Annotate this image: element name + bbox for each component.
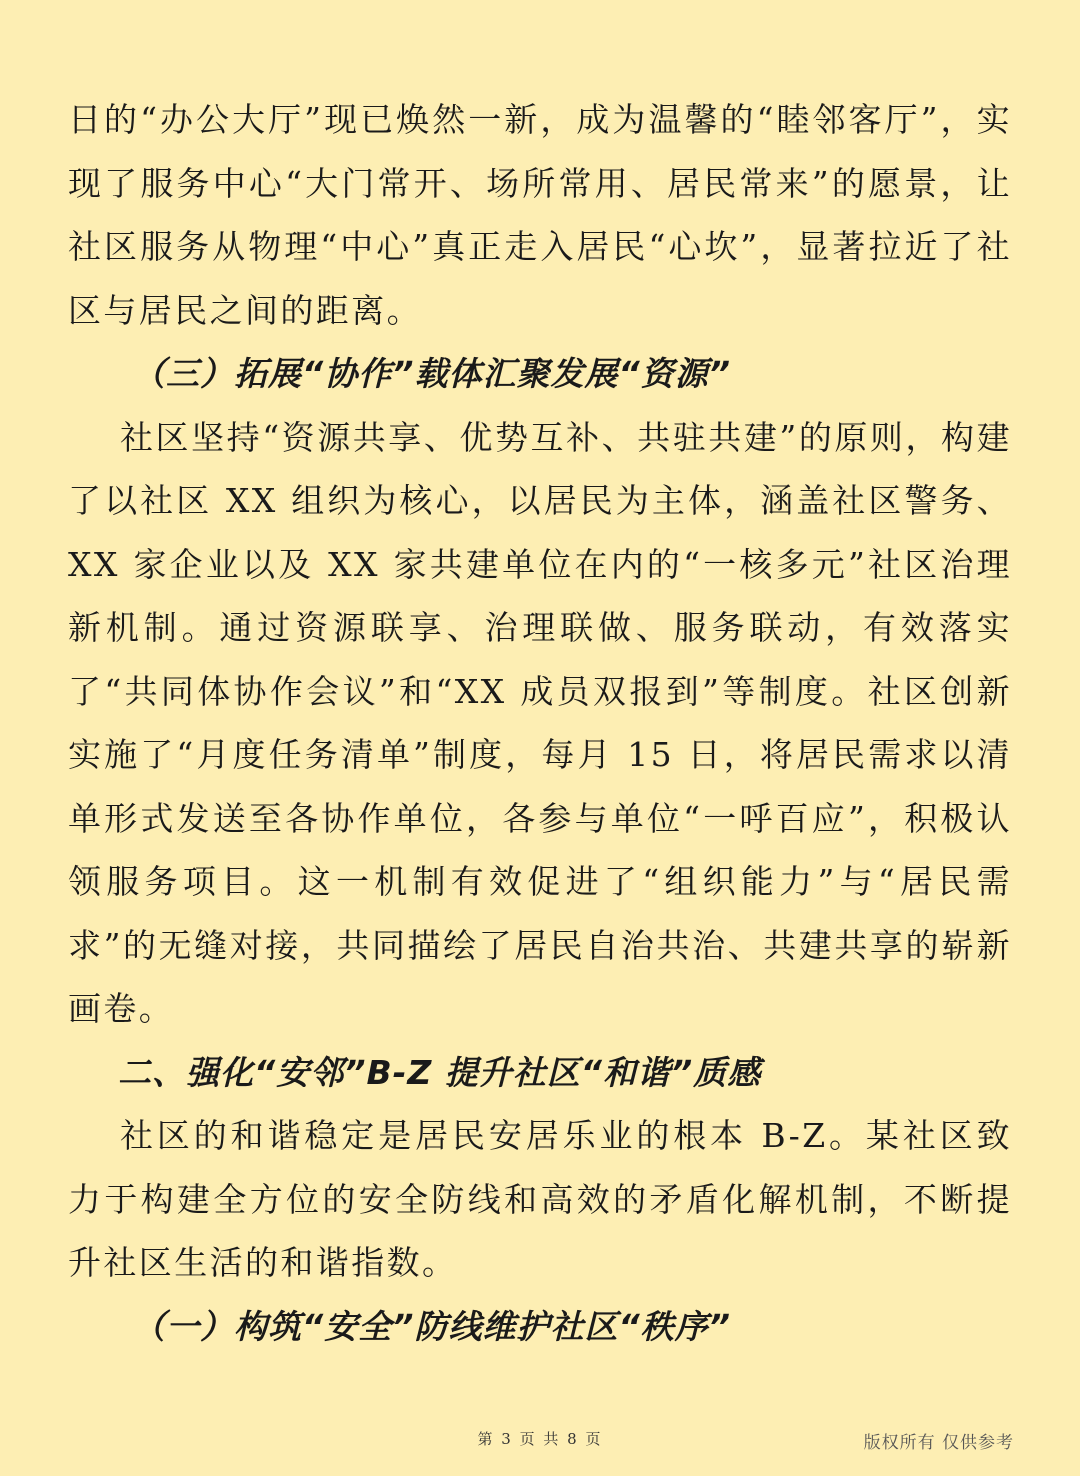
copyright-notice: 版权所有 仅供参考	[863, 1433, 1014, 1453]
page-number: 第 3 页 共 8 页	[477, 1430, 603, 1448]
paragraph-collaboration: 社区坚持“资源共享、优势互补、共驻共建”的原则，构建了以社区 XX 组织为核心，以居民为主体，涵盖社区警务、XX 家企业以及 XX 家共建单位在内的“一核多元”社区治理新机制。通过资源联享、治理联做、服务联动，有效落实了“共同体协作会议”和“XX 成员双报到”等制度。社区创新实施了“月度任务清单”制度，每月 15 日，将居民需求以清单形式发送至各协作单位，各参与单位“一呼百应”，积极认领服务项目。这一机制有效促进了“组织能力”与“居民需求”的无缝对接，共同描绘了居民自治共治、共建共享的崭新画卷。	[68, 417, 1012, 1028]
paragraph-intro: 日的“办公大厅”现已焕然一新，成为温馨的“睦邻客厅”，实现了服务中心“大门常开、场所常用、居民常来”的愿景，让社区服务从物理“中心”真正走入居民“心坎”，显著拉近了社区与居民之间的距离。	[68, 100, 1012, 330]
section-heading-2: 二、强化“安邻”B-Z 提升社区“和谐”质感	[118, 1052, 762, 1092]
section-heading-3: （三）拓展“协作”载体汇聚发展“资源”	[132, 354, 732, 393]
document-body	[68, 88, 1012, 1358]
section-heading-1: （一）构筑“安全”防线维护社区“秩序”	[132, 1306, 732, 1346]
paragraph-harmony: 社区的和谐稳定是居民安居乐业的根本 B-Z。某社区致力于构建全方位的安全防线和高效的矛盾化解机制，不断提升社区生活的和谐指数。	[68, 1116, 1012, 1282]
